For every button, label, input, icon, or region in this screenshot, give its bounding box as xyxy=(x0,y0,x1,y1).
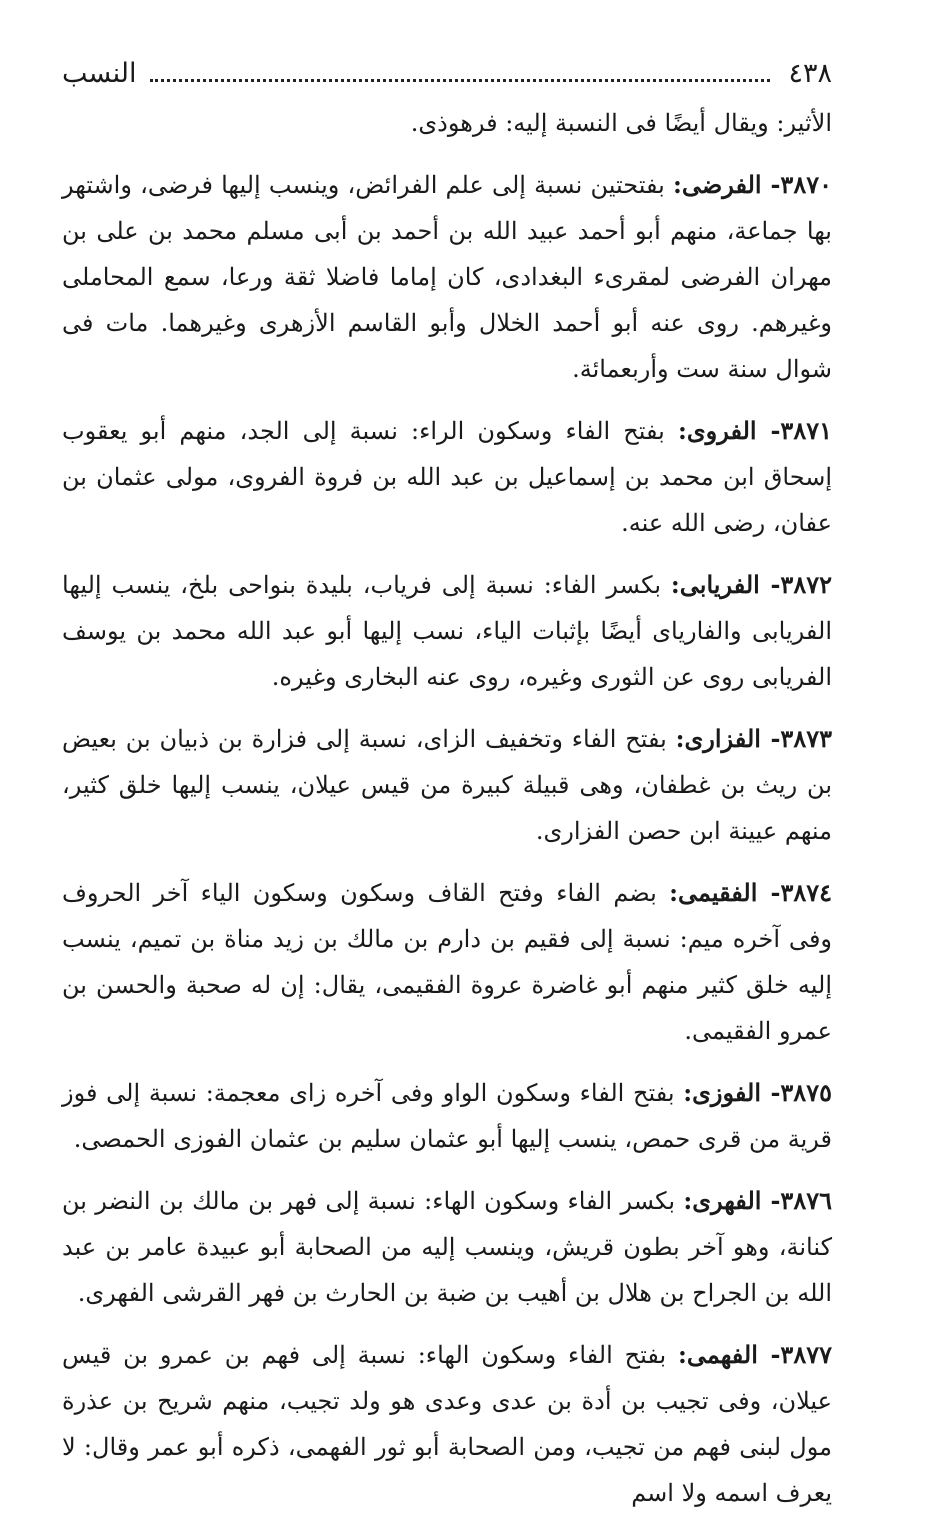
entry-number: ٣٨٧٧ xyxy=(780,1340,832,1369)
entry-name: الفقيمى: xyxy=(669,878,758,907)
paragraph-text: الأثير: ويقال أيضًا فى النسبة إليه: فرهوذى. xyxy=(410,109,832,137)
entry-3870: ٣٨٧٠- الفرضى: بفتحتين نسبة إلى علم الفرائض، وينسب إليها فرضى، واشتهر بها جماعة، منهم أبو أحمد عبيد الله بن أحمد بن أبى مسلم محمد بن على بن مهران الفرضى لمقرىء البغدادى، كان إماما فاضلا ثقة ورعا، سمع المحاملى وغيرهم. روى عنه أبو أحمد الخلال وأبو القاسم الأزهرى وغيرهما. مات فى شوال سنة ست وأربعمائة. xyxy=(62,170,832,383)
entry-text: بفتحتين نسبة إلى علم الفرائض، وينسب إليها فرضى، واشتهر بها جماعة، منهم أبو أحمد عبيد الله بن أحمد بن أبى مسلم محمد بن على بن مهران الفرضى لمقرىء البغدادى، كان إماما فاضلا ثقة ورعا، سمع المحاملى وغيرهم. روى عنه أبو أحمد الخلال وأبو القاسم الأزهرى وغيرهما. مات فى شوال سنة ست وأربعمائة. xyxy=(62,171,832,383)
entry-3871: ٣٨٧١- الفروى: بفتح الفاء وسكون الراء: نسبة إلى الجد، منهم أبو يعقوب إسحاق ابن محمد بن إسماعيل بن عبد الله بن فروة الفروى، مولى عثمان بن عفان، رضى الله عنه. xyxy=(62,416,833,537)
section-title: النسب xyxy=(62,58,137,89)
entry-number: ٣٨٧٢ xyxy=(780,570,832,599)
leader-dots xyxy=(150,57,770,82)
entry-text: بضم الفاء وفتح القاف وسكون وسكون الياء آخر الحروف وفى آخره ميم: نسبة إلى فقيم بن دارم بن مالك بن زيد مناة بن تميم، ينسب إليه خلق كثير منهم أبو غاضرة عروة الفقيمى، يقال: إن له صحبة والحسن بن عمرو الفقيمى. xyxy=(62,879,833,1045)
entry-number: ٣٨٧٦ xyxy=(780,1186,832,1215)
entry-name: الفوزى: xyxy=(683,1078,762,1107)
entry-text: بفتح الفاء وسكون الهاء: نسبة إلى فهم بن عمرو بن قيس عيلان، وفى تجيب بن أدة بن عدى وعدى هو ولد تجيب، منهم شريح بن عذرة مول لبنى فهم من تجيب، ومن الصحابة أبو ثور الفهمى، ذكره أبو عمر وقال: لا يعرف اسمه ولا اسم xyxy=(62,1341,832,1507)
book-page xyxy=(62,52,833,1507)
page-number: ٤٣٨ xyxy=(788,58,832,89)
entry-name: الفهرى: xyxy=(683,1186,762,1215)
entry-name: الفهمى: xyxy=(677,1340,758,1369)
entry-3877: ٣٨٧٧- الفهمى: بفتح الفاء وسكون الهاء: نسبة إلى فهم بن عمرو بن قيس عيلان، وفى تجيب بن أدة بن عدى وعدى هو ولد تجيب، منهم شريح بن عذرة مول لبنى فهم من تجيب، ومن الصحابة أبو ثور الفهمى، ذكره أبو عمر وقال: لا يعرف اسمه ولا اسم xyxy=(62,1340,832,1507)
entry-number: ٣٨٧٥ xyxy=(780,1078,832,1107)
entry-3873: ٣٨٧٣- الفزارى: بفتح الفاء وتخفيف الزاى، نسبة إلى فزارة بن ذبيان بن بعيض بن ريث بن غطفان، وهى قبيلة كبيرة من قيس عيلان، ينسب إليها خلق كثير، منهم عيينة ابن حصن الفزارى. xyxy=(62,724,832,845)
entry-number: ٣٨٧٠ xyxy=(780,170,832,199)
entry-name: الفروى: xyxy=(678,416,757,445)
entry-text: بفتح الفاء وسكون الواو وفى آخره زاى معجمة: نسبة إلى فوز قرية من قرى حمص، ينسب إليها أبو عثمان سليم بن عثمان الفوزى الحمصى. xyxy=(62,1079,832,1153)
entry-3874: ٣٨٧٤- الفقيمى: بضم الفاء وفتح القاف وسكون وسكون الياء آخر الحروف وفى آخره ميم: نسبة إلى فقيم بن دارم بن مالك بن زيد مناة بن تميم، ينسب إليه خلق كثير منهم أبو غاضرة عروة الفقيمى، يقال: إن له صحبة والحسن بن عمرو الفقيمى. xyxy=(62,878,833,1045)
entry-3876: ٣٨٧٦- الفهرى: بكسر الفاء وسكون الهاء: نسبة إلى فهر بن مالك بن النضر بن كنانة، وهو آخر بطون قريش، وينسب إليه من الصحابة أبو عبيدة عامر بن عبد الله بن الجراح بن هلال بن أهيب بن ضبة بن الحارث بن فهر القرشى الفهرى. xyxy=(62,1186,832,1307)
body-text xyxy=(62,100,832,1516)
entry-text: بكسر الفاء وسكون الهاء: نسبة إلى فهر بن مالك بن النضر بن كنانة، وهو آخر بطون قريش، وينسب إليه من الصحابة أبو عبيدة عامر بن عبد الله بن الجراح بن هلال بن أهيب بن ضبة بن الحارث بن فهر القرشى الفهرى. xyxy=(62,1187,832,1307)
entry-3875: ٣٨٧٥- الفوزى: بفتح الفاء وسكون الواو وفى آخره زاى معجمة: نسبة إلى فوز قرية من قرى حمص، ينسب إليها أبو عثمان سليم بن عثمان الفوزى الحمصى. xyxy=(62,1078,832,1153)
entry-number: ٣٨٧١ xyxy=(780,416,832,445)
entry-name: الفريابى: xyxy=(670,570,760,599)
entry-name: الفزارى: xyxy=(675,724,761,753)
running-header xyxy=(62,52,832,100)
entry-number: ٣٨٧٤ xyxy=(780,878,832,907)
entry-text: بفتح الفاء وسكون الراء: نسبة إلى الجد، منهم أبو يعقوب إسحاق ابن محمد بن إسماعيل بن عبد الله بن فروة الفروى، مولى عثمان بن عفان، رضى الله عنه. xyxy=(62,417,833,537)
entry-number: ٣٨٧٣ xyxy=(780,724,832,753)
entry-text: بفتح الفاء وتخفيف الزاى، نسبة إلى فزارة بن ذبيان بن بعيض بن ريث بن غطفان، وهى قبيلة كبيرة من قيس عيلان، ينسب إليها خلق كثير، منهم عيينة ابن حصن الفزارى. xyxy=(62,725,832,845)
entry-text: بكسر الفاء: نسبة إلى فرياب، بليدة بنواحى بلخ، ينسب إليها الفريابى والفارياى أيضًا بإثبات الياء، نسب إليها أبو عبد الله محمد بن يوسف الفريابى روى عن الثورى وغيره، روى عنه البخارى وغيره. xyxy=(62,571,832,691)
entry-3872: ٣٨٧٢- الفريابى: بكسر الفاء: نسبة إلى فرياب، بليدة بنواحى بلخ، ينسب إليها الفريابى والفارياى أيضًا بإثبات الياء، نسب إليها أبو عبد الله محمد بن يوسف الفريابى روى عن الثورى وغيره، روى عنه البخارى وغيره. xyxy=(62,570,832,691)
paragraph-continuation xyxy=(62,100,832,146)
entry-name: الفرضى: xyxy=(672,170,762,199)
